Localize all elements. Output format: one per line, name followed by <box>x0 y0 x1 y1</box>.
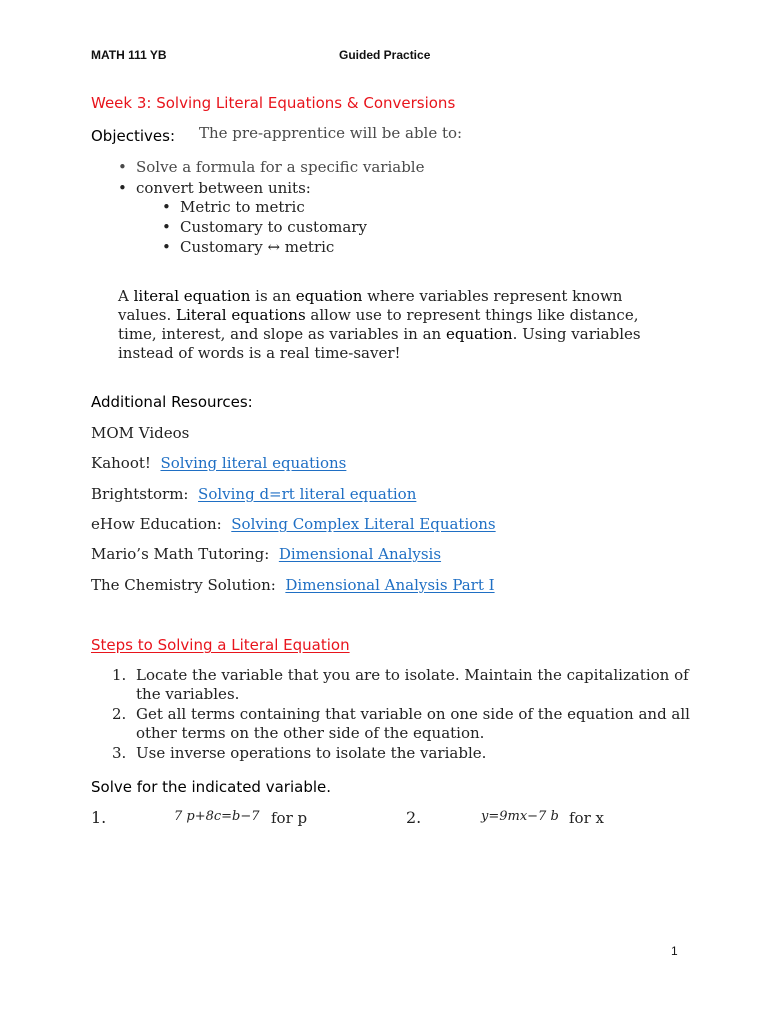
mom-videos-label: MOM Videos <box>91 424 190 442</box>
definition-text: is an <box>250 287 296 305</box>
step-number: 2. <box>112 705 127 723</box>
definition-text: A <box>118 287 134 305</box>
resource-row <box>91 544 441 564</box>
objectives-sublist <box>160 197 367 257</box>
page-title: Week 3: Solving Literal Equations & Conversions <box>91 94 456 112</box>
problem-target: for x <box>569 809 604 827</box>
resource-source: Kahoot! <box>91 454 151 472</box>
problem-equation: 7 p+8c=b−7 <box>174 809 260 824</box>
objectives-intro: The pre-apprentice will be able to: <box>199 124 463 142</box>
list-item <box>112 705 692 743</box>
resource-row <box>91 484 416 504</box>
resource-row <box>91 514 496 534</box>
page-number: 1 <box>671 944 678 958</box>
resource-source: The Chemistry Solution: <box>91 576 276 594</box>
definition-text: . Using variables instead of words is a real time-saver! <box>118 325 641 362</box>
problem-number: 2. <box>406 808 422 827</box>
resource-link-ehow[interactable]: Solving Complex Literal Equations <box>231 515 496 533</box>
term-equation: equation <box>295 287 363 305</box>
resource-link-mario[interactable]: Dimensional Analysis <box>278 545 442 563</box>
resource-link-kahoot[interactable]: Solving literal equations <box>160 454 347 472</box>
resource-source: Mario’s Math Tutoring: <box>91 545 270 563</box>
resource-source: Brightstorm: <box>91 485 189 503</box>
step-number: 3. <box>112 744 127 762</box>
definition-text: allow use to represent things like distance, time, interest, and slope as variables in an <box>118 306 639 343</box>
term-equation: equation <box>445 325 513 343</box>
resources-heading: Additional Resources: <box>91 393 253 411</box>
course-code: MATH 111 YB <box>91 48 167 62</box>
list-item: • Metric to metric <box>160 197 367 217</box>
definition-text: where variables represent known values. <box>118 287 623 324</box>
step-text: Use inverse operations to isolate the variable. <box>136 744 487 762</box>
objectives-label: Objectives: <box>91 127 175 145</box>
problem-target: for p <box>271 809 308 827</box>
step-text: Locate the variable that you are to isolate. Maintain the capitalization of the variables. <box>136 666 689 703</box>
term-literal-equations: Literal equations <box>176 306 306 324</box>
list-item <box>112 744 692 763</box>
list-item <box>112 666 692 704</box>
list-item: • Solve a formula for a specific variable <box>116 156 424 178</box>
resource-link-chemistry[interactable]: Dimensional Analysis Part I <box>285 576 495 594</box>
document-type: Guided Practice <box>339 48 431 62</box>
resource-row <box>91 575 495 595</box>
step-number: 1. <box>112 666 127 684</box>
step-text: Get all terms containing that variable on one side of the equation and all other terms on the other side of the equation. <box>136 705 690 742</box>
list-item: • Customary to customary <box>160 217 367 237</box>
list-item: • convert between units: <box>116 178 424 198</box>
practice-heading: Solve for the indicated variable. <box>91 778 331 796</box>
steps-list <box>112 666 692 764</box>
problem-equation: y=9mx−7 b <box>481 809 559 824</box>
resource-link-brightstorm[interactable]: Solving d=rt literal equation <box>198 485 417 503</box>
resource-row <box>91 453 346 473</box>
objectives-list <box>116 156 424 198</box>
definition-paragraph <box>118 287 658 363</box>
list-item: • Customary ↔ metric <box>160 237 367 257</box>
steps-heading: Steps to Solving a Literal Equation <box>91 636 350 654</box>
term-literal-equation: literal equation <box>133 287 251 305</box>
resource-source: eHow Education: <box>91 515 222 533</box>
problem-number: 1. <box>91 808 107 827</box>
